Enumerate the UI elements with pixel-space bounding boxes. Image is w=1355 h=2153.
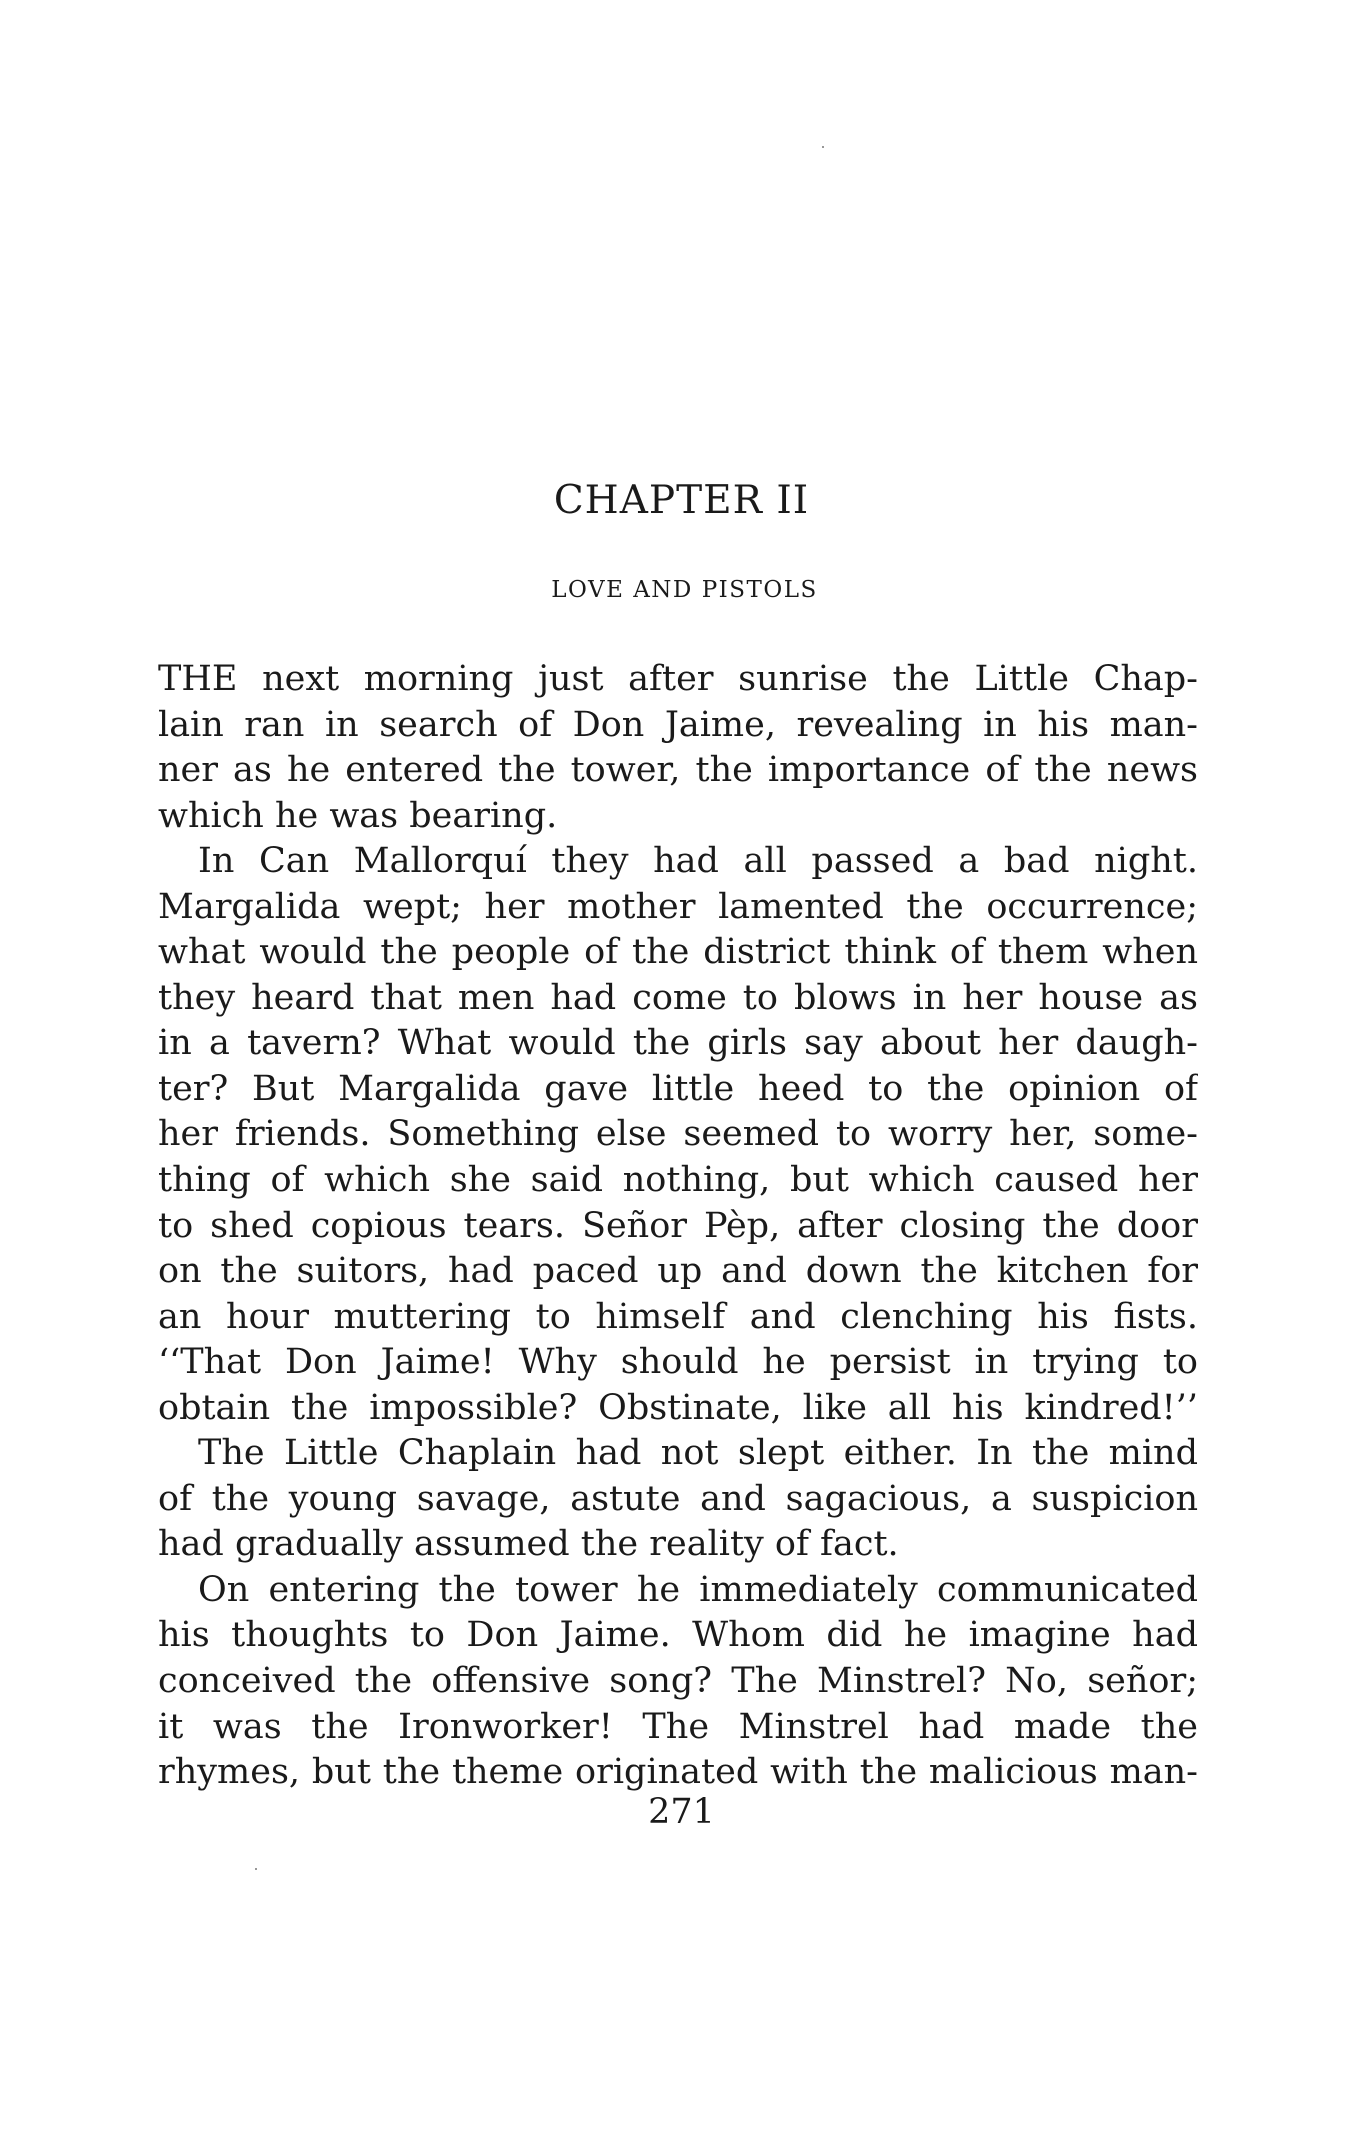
text-line: in a tavern? What would the girls say about her daugh- xyxy=(158,1023,1198,1064)
text-line: Margalida wept; her mother lamented the occurrence; xyxy=(158,886,1198,927)
body-text xyxy=(158,657,1198,1796)
text-line: which he was bearing. xyxy=(158,795,558,836)
text-line: On entering the tower he immediately communicated xyxy=(198,1569,1198,1610)
text-line: obtain the impossible? Obstinate, like all his kindred!’’ xyxy=(158,1387,1198,1428)
text-line: In Can Mallorquí they had all passed a bad night. xyxy=(198,841,1198,882)
text-line: The Little Chaplain had not slept either. In the mind xyxy=(198,1433,1198,1474)
paper-speck xyxy=(255,1868,257,1870)
text-line: they heard that men had come to blows in her house as xyxy=(158,977,1198,1018)
text-line: to shed copious tears. Señor Pèp, after closing the door xyxy=(158,1205,1198,1246)
text-line: her friends. Something else seemed to worry her, some- xyxy=(158,1114,1198,1155)
chapter-heading: CHAPTER II xyxy=(553,478,810,523)
text-line: THE next morning just after sunrise the Little Chap- xyxy=(158,659,1198,699)
paper-speck xyxy=(822,146,824,148)
text-line: on the suitors, had paced up and down the kitchen for xyxy=(158,1251,1198,1292)
text-line: rhymes, but the theme originated with the malicious man- xyxy=(158,1752,1198,1793)
text-line: it was the Ironworker! The Minstrel had made the xyxy=(158,1706,1198,1747)
text-line: had gradually assumed the reality of fact. xyxy=(158,1524,899,1565)
text-line: his thoughts to Don Jaime. Whom did he imagine had xyxy=(158,1615,1198,1656)
text-line: conceived the offensive song? The Minstrel? No, señor; xyxy=(158,1661,1198,1702)
page-number: 271 xyxy=(648,1792,715,1832)
text-line: ‘‘That Don Jaime! Why should he persist in trying to xyxy=(158,1342,1198,1383)
text-line: ter? But Margalida gave little heed to the opinion of xyxy=(158,1068,1198,1109)
chapter-subtitle: LOVE AND PISTOLS xyxy=(551,577,818,603)
text-line: what would the people of the district think of them when xyxy=(158,932,1198,973)
text-line: ner as he entered the tower, the importance of the news xyxy=(158,750,1198,791)
text-line: of the young savage, astute and sagacious, a suspicion xyxy=(158,1478,1198,1519)
text-line: lain ran in search of Don Jaime, revealing in his man- xyxy=(158,704,1198,745)
text-line: an hour muttering to himself and clenching his fists. xyxy=(158,1296,1198,1337)
text-line: thing of which she said nothing, but which caused her xyxy=(158,1160,1198,1201)
